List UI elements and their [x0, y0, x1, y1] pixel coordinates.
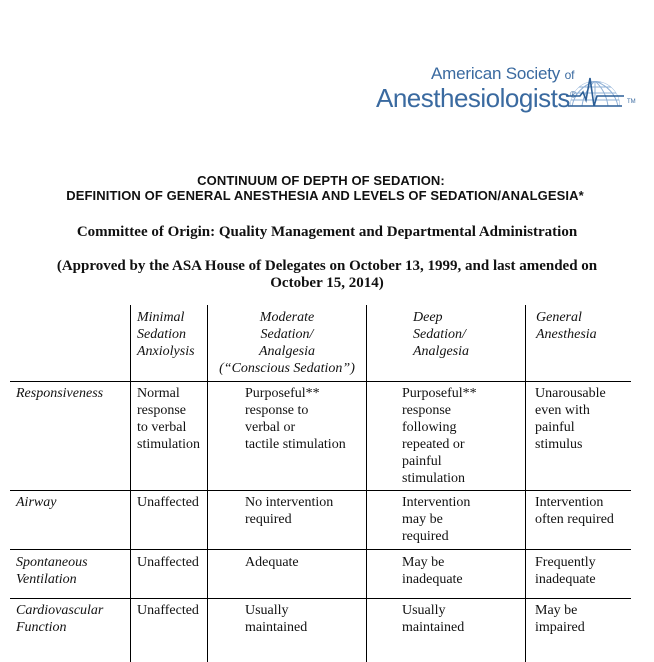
table-row-divider	[10, 490, 631, 491]
table-cell-cardiovascular-function-line: maintained	[245, 620, 308, 635]
table-cell-airway-line: may be	[402, 512, 443, 527]
table-cell-responsiveness-line: repeated or	[402, 437, 465, 452]
table-cell-airway-line: Intervention	[535, 495, 604, 510]
table-cell-cardiovascular-function-line: May be	[535, 603, 578, 618]
table-cell-responsiveness	[535, 385, 645, 453]
table-cell-responsiveness-line: Normal	[137, 386, 180, 401]
table-row-divider	[10, 598, 631, 599]
table-cell-responsiveness-line: response to	[245, 403, 309, 418]
table-cell-spontaneous-ventilation-line: Adequate	[245, 555, 299, 570]
table-cell-cardiovascular-function	[137, 602, 207, 619]
table-cell-responsiveness-line: stimulation	[402, 471, 465, 486]
table-cell-cardiovascular-function	[402, 602, 525, 636]
table-cell-responsiveness-line: to verbal	[137, 420, 187, 435]
table-cell-spontaneous-ventilation	[137, 554, 207, 571]
row-label-spontaneous-ventilation-line: Ventilation	[16, 572, 77, 587]
table-cell-responsiveness-line: painful	[402, 454, 442, 469]
header-deep-sedation-line: Analgesia	[413, 344, 469, 359]
table-cell-spontaneous-ventilation-line: Unaffected	[137, 555, 199, 570]
table-cell-airway-line: Unaffected	[137, 495, 199, 510]
table-cell-responsiveness-line: painful	[535, 420, 575, 435]
logo-text-line2: Anesthesiologists®	[376, 83, 576, 113]
table-cell-cardiovascular-function	[245, 602, 366, 636]
committee-of-origin: Committee of Origin: Quality Management and Departmental Administration	[76, 224, 578, 240]
table-cell-responsiveness-line: following	[402, 420, 457, 435]
row-label-responsiveness-line: Responsiveness	[16, 386, 104, 401]
row-label-responsiveness	[16, 385, 128, 402]
table-cell-responsiveness	[402, 385, 525, 487]
table-cell-responsiveness	[137, 385, 207, 453]
logo-text-line1: American Society of	[431, 64, 575, 83]
row-label-airway	[16, 494, 128, 511]
table-cell-responsiveness-line: stimulus	[535, 437, 583, 452]
table-cell-cardiovascular-function	[535, 602, 645, 636]
row-label-airway-line: Airway	[16, 495, 57, 510]
header-moderate-sedation-line: Analgesia	[259, 344, 315, 359]
header-general-anesthesia-line: Anesthesia	[536, 327, 597, 342]
header-moderate-sedation-line: Moderate	[259, 310, 315, 325]
table-cell-responsiveness-line: verbal or	[245, 420, 296, 435]
table-cell-airway	[535, 494, 645, 528]
globe-heartbeat-icon	[566, 66, 624, 110]
table-cell-spontaneous-ventilation	[245, 554, 366, 571]
table-cell-airway-line: required	[245, 512, 292, 527]
header-moderate-sedation-line: (“Conscious Sedation”)	[219, 361, 355, 376]
row-label-spontaneous-ventilation-line: Spontaneous	[16, 555, 88, 570]
header-minimal-sedation-line: Sedation	[137, 327, 186, 342]
approval-note	[30, 258, 624, 292]
asa-logo	[376, 62, 646, 118]
row-label-cardiovascular-function	[16, 602, 128, 636]
table-cell-responsiveness-line: tactile stimulation	[245, 437, 346, 452]
table-cell-airway-line: often required	[535, 512, 614, 527]
table-cell-airway	[402, 494, 525, 545]
header-deep-sedation	[413, 309, 525, 360]
header-minimal-sedation-line: Anxiolysis	[137, 344, 195, 359]
table-row-divider	[10, 381, 631, 382]
document-title-line2: DEFINITION OF GENERAL ANESTHESIA AND LEVELS OF SEDATION/ANALGESIA*	[66, 188, 584, 203]
table-cell-spontaneous-ventilation	[402, 554, 525, 588]
table-cell-cardiovascular-function-line: maintained	[402, 620, 465, 635]
table-cell-responsiveness-line: Purposeful**	[245, 386, 320, 401]
table-cell-cardiovascular-function-line: Unaffected	[137, 603, 199, 618]
header-general-anesthesia	[536, 309, 654, 343]
header-minimal-sedation-line: Minimal	[137, 310, 185, 325]
table-cell-cardiovascular-function-line: Usually	[245, 603, 289, 618]
approval-note-line1: (Approved by the ASA House of Delegates on October 13, 1999, and last amended on	[56, 258, 598, 274]
table-cell-cardiovascular-function-line: impaired	[535, 620, 585, 635]
table-cell-responsiveness-line: stimulation	[137, 437, 200, 452]
table-column-divider	[130, 305, 131, 662]
header-moderate-sedation	[208, 309, 366, 377]
table-cell-responsiveness-line: Unarousable	[535, 386, 606, 401]
table-cell-airway-line: Intervention	[402, 495, 471, 510]
row-label-cardiovascular-function-line: Cardiovascular	[16, 603, 104, 618]
table-cell-responsiveness-line: Purposeful**	[402, 386, 477, 401]
table-cell-airway	[137, 494, 207, 511]
header-general-anesthesia-line: General	[536, 310, 582, 325]
table-cell-airway	[245, 494, 366, 528]
document-title-line1: CONTINUUM OF DEPTH OF SEDATION:	[197, 173, 445, 188]
table-cell-airway-line: required	[402, 529, 449, 544]
header-deep-sedation-line: Sedation/	[413, 327, 466, 342]
trademark-mark: TM	[627, 99, 636, 105]
header-minimal-sedation	[137, 309, 207, 360]
table-cell-cardiovascular-function-line: Usually	[402, 603, 446, 618]
header-deep-sedation-line: Deep	[413, 310, 443, 325]
row-label-spontaneous-ventilation	[16, 554, 128, 588]
table-column-divider	[366, 305, 367, 662]
approval-note-line2: October 15, 2014)	[270, 275, 384, 291]
table-column-divider	[525, 305, 526, 662]
table-cell-spontaneous-ventilation-line: inadequate	[535, 572, 596, 587]
table-row-divider	[10, 549, 631, 550]
table-cell-responsiveness	[245, 385, 366, 453]
table-cell-responsiveness-line: response	[402, 403, 451, 418]
table-cell-responsiveness-line: even with	[535, 403, 590, 418]
header-moderate-sedation-line: Sedation/	[260, 327, 314, 342]
table-cell-spontaneous-ventilation-line: Frequently	[535, 555, 596, 570]
table-cell-spontaneous-ventilation	[535, 554, 645, 588]
table-cell-responsiveness-line: response	[137, 403, 186, 418]
table-cell-spontaneous-ventilation-line: inadequate	[402, 572, 463, 587]
table-cell-spontaneous-ventilation-line: May be	[402, 555, 445, 570]
table-cell-airway-line: No intervention	[245, 495, 334, 510]
row-label-cardiovascular-function-line: Function	[16, 620, 67, 635]
